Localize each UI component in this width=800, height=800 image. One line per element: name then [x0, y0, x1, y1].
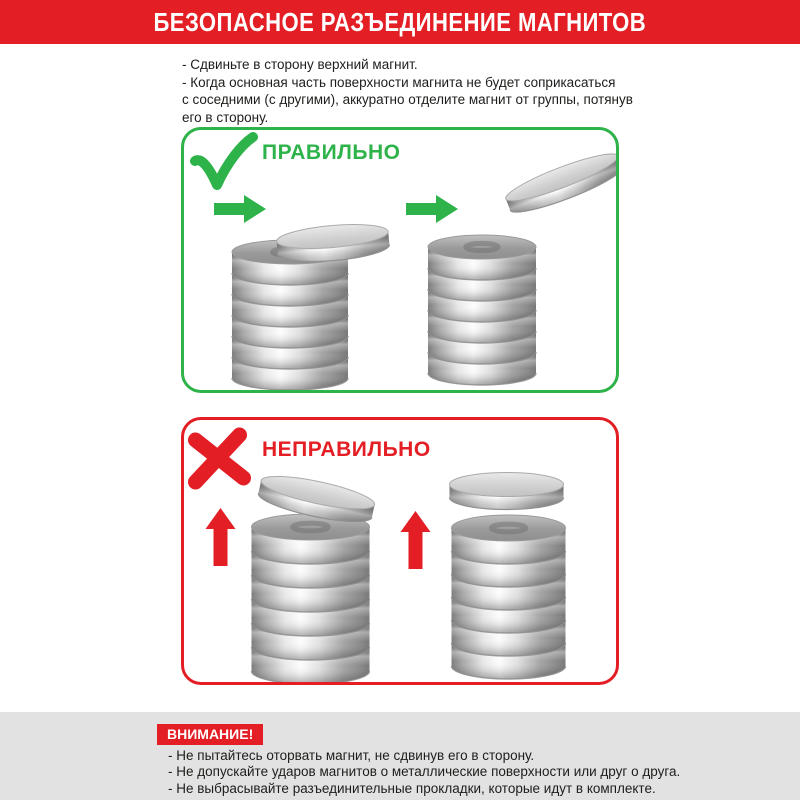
intro-text	[182, 56, 633, 126]
correct-panel	[181, 127, 619, 393]
magnet-disc	[450, 473, 564, 510]
magnet-stack	[452, 515, 566, 679]
footer-line: - Не пытайтесь оторвать магнит, не сдвинув его в сторону.	[168, 748, 535, 763]
magnet-disc	[276, 221, 391, 266]
footer-warnings	[168, 748, 680, 797]
intro-line: с соседними (с другими), аккуратно отделите магнит от группы, потянув	[182, 92, 633, 107]
correct-illustration	[184, 130, 616, 390]
arrow-up-icon	[206, 508, 236, 566]
page-title: БЕЗОПАСНОЕ РАЗЪЕДИНЕНИЕ МАГНИТОВ	[153, 6, 647, 37]
magnet-stack	[252, 514, 370, 682]
arrow-right-icon	[406, 195, 458, 223]
incorrect-title: НЕПРАВИЛЬНО	[262, 438, 431, 461]
magnet-stack	[428, 235, 536, 385]
cross-icon	[196, 435, 244, 482]
intro-line: - Когда основная часть поверхности магнита не будет соприкасаться	[182, 74, 616, 90]
footer-line: - Не выбрасывайте разъединительные прокладки, которые идут в комплекте.	[168, 780, 656, 796]
magnet-disc	[502, 147, 616, 220]
arrow-up-icon	[401, 511, 431, 569]
footer	[0, 712, 800, 800]
footer-line: - Не допускайте ударов магнитов о металлические поверхности или друг о друга.	[168, 764, 681, 780]
incorrect-panel	[181, 417, 619, 685]
warning-badge: ВНИМАНИЕ!	[157, 724, 263, 745]
check-icon	[195, 137, 253, 185]
intro-line: - Сдвиньте в сторону верхний магнит.	[182, 57, 418, 72]
intro-line: его в сторону.	[182, 109, 269, 125]
arrow-right-icon	[214, 195, 266, 223]
banner	[0, 0, 800, 44]
correct-title: ПРАВИЛЬНО	[262, 141, 401, 164]
magnet-stack	[232, 240, 348, 390]
